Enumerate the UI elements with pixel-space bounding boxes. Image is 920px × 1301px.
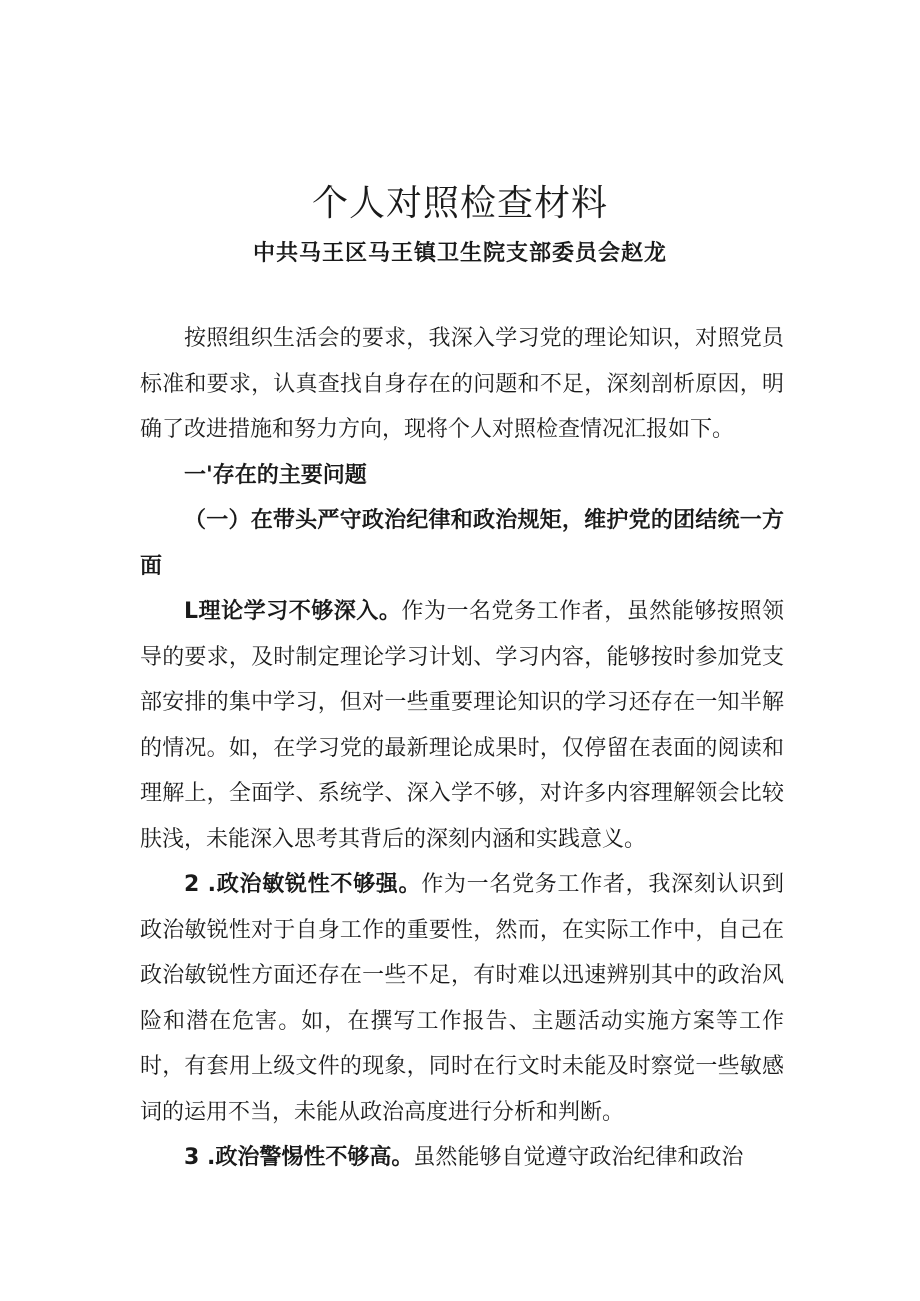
item-paragraph-2 [140,862,784,1135]
subsection-heading: （一）在带头严守政治纪律和政治规矩，维护党的团结统一方面 [140,508,784,579]
item-text-1: 作为一名党务工作者，虽然能够按照领导的要求，及时制定理论学习计划、学习内容，能够按时参加党支部安排的集中学习，但对一些重要理论知识的学习还存在一知半解的情况。如，在学习党的最新理论成果时，仅停留在表面的阅读和理解上，全面学、系统学、深入学不够，对许多内容理解领会比较肤浅，未能深入思考其背后的深刻内涵和实践意义。 [140,599,784,852]
document-subtitle: 中共马王区马王镇卫生院支部委员会赵龙 [252,241,667,266]
document-title: 个人对照检查材料 [311,183,608,224]
item-text-3: 虽然能够自觉遵守政治纪律和政治 [413,1145,744,1170]
item-paragraph-1 [140,589,784,862]
section-heading: 一'存在的主要问题 [184,462,367,488]
item-paragraph-3 [140,1135,784,1181]
item-lead-2: 2 .政治敏锐性不够强。 [184,872,422,897]
item-lead-1: L理论学习不够深入。 [184,599,402,624]
intro-paragraph: 按照组织生活会的要求，我深入学习党的理论知识，对照党员标准和要求，认真查找自身存在的问题和不足，深刻剖析原因，明确了改进措施和努力方向，现将个人对照检查情况汇报如下。 [140,326,784,442]
item-lead-3: 3 .政治警惕性不够高。 [184,1145,414,1170]
document-body [140,316,784,1181]
item-text-2: 作为一名党务工作者，我深刻认识到政治敏锐性对于自身工作的重要性，然而，在实际工作中，自己在政治敏锐性方面还存在一些不足，有时难以迅速辨别其中的政治风险和潜在危害。如，在撰写工作报告、主题活动实施方案等工作时，有套用上级文件的现象，同时在行文时未能及时察觉一些敏感词的运用不当，未能从政治高度进行分析和判断。 [140,872,784,1125]
